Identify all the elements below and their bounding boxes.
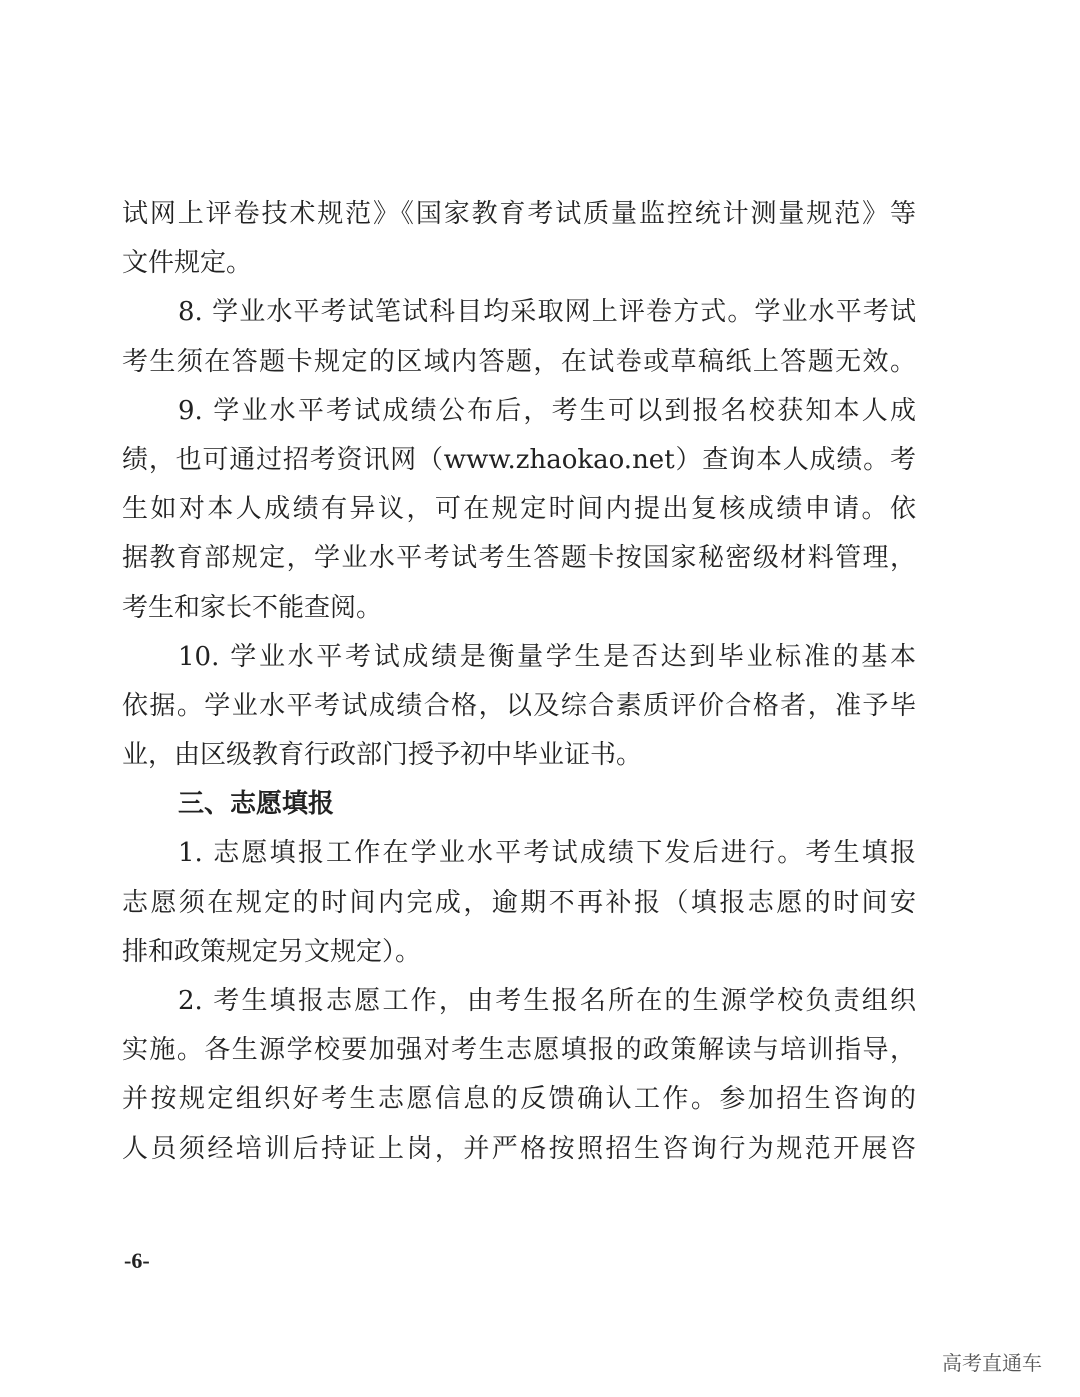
watermark: 高考直通车 [942, 1351, 1042, 1375]
text-line: 2. 考生填报志愿工作，由考生报名所在的生源学校负责组织 [178, 986, 916, 1016]
text-line: 考生和家长不能查阅。 [122, 592, 383, 623]
text-line: 生如对本人成绩有异议，可在规定时间内提出复核成绩申请。依 [122, 494, 916, 525]
text-line: 考生须在答题卡规定的区域内答题，在试卷或草稿纸上答题无效。 [122, 346, 916, 377]
document-body [122, 190, 916, 1174]
text-line: 依据。学业水平考试成绩合格，以及综合素质评价合格者，准予毕 [122, 690, 916, 721]
text-line: 实施。各生源学校要加强对考生志愿填报的政策解读与培训指导， [122, 1035, 916, 1066]
text-line: 9. 学业水平考试成绩公布后，考生可以到报名校获知本人成 [178, 395, 916, 426]
text-line: 据教育部规定，学业水平考试考生答题卡按国家秘密级材料管理， [122, 543, 916, 574]
text-line: 文件规定。 [122, 248, 253, 279]
text-line: 10. 学业水平考试成绩是衡量学生是否达到毕业标准的基本 [178, 641, 916, 672]
page-number: -6- [124, 1248, 150, 1273]
text-line: 业，由区级教育行政部门授予初中毕业证书。 [122, 740, 643, 771]
text-line: 试网上评卷技术规范》《国家教育考试质量监控统计测量规范》等 [122, 199, 916, 229]
text-line: 1. 志愿填报工作在学业水平考试成绩下发后进行。考生填报 [178, 838, 916, 869]
text-line: 志愿须在规定的时间内完成，逾期不再补报（填报志愿的时间安 [122, 887, 916, 918]
section-heading: 三、志愿填报 [178, 789, 335, 820]
text-line: 排和政策规定另文规定）。 [122, 936, 422, 967]
text-line: 绩，也可通过招考资讯网（www.zhaokao.net）查询本人成绩。考 [122, 444, 916, 475]
text-line: 人员须经培训后持证上岗，并严格按照招生咨询行为规范开展咨 [122, 1133, 916, 1164]
text-line: 并按规定组织好考生志愿信息的反馈确认工作。参加招生咨询的 [122, 1084, 916, 1115]
text-line: 8. 学业水平考试笔试科目均采取网上评卷方式。学业水平考试 [178, 297, 916, 328]
